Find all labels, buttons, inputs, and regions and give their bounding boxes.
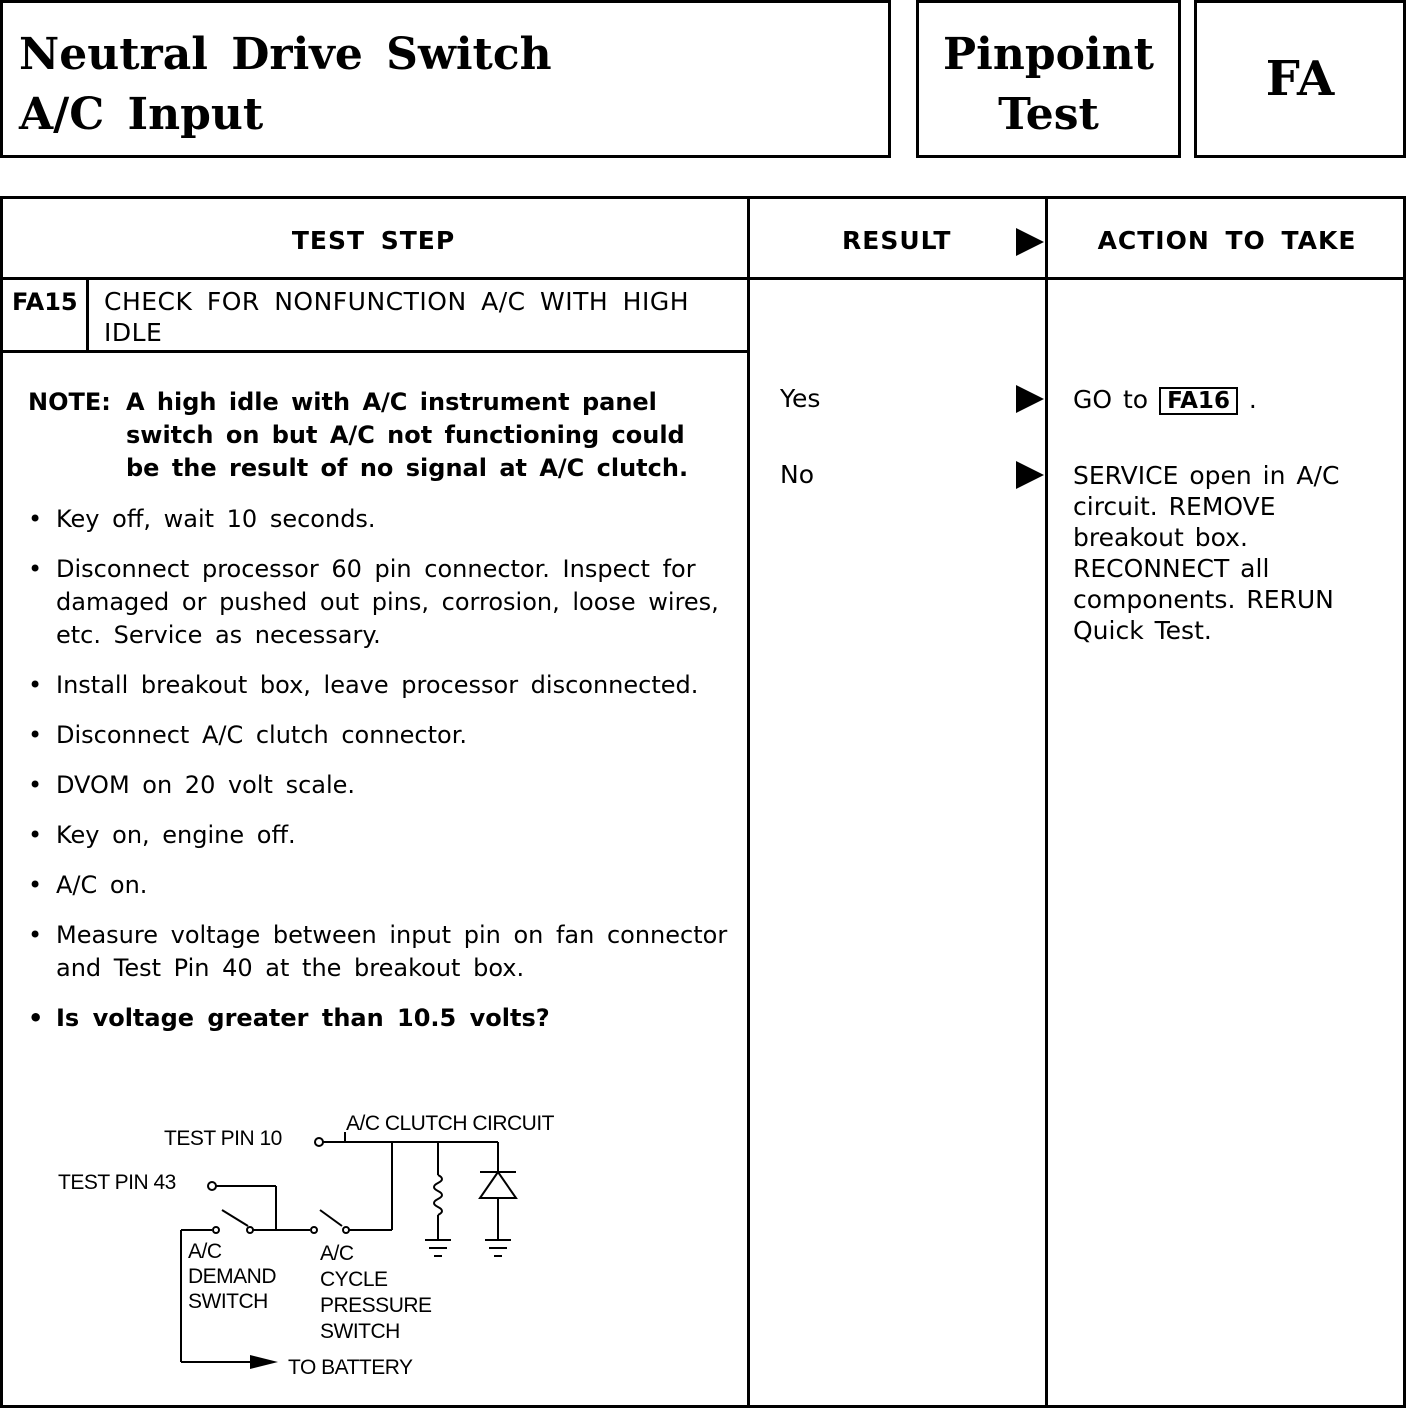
result-no-arrow-icon: [1016, 461, 1044, 489]
action-yes: GO to FA16 .: [1073, 385, 1257, 414]
action-no: SERVICE open in A/C circuit. REMOVE breakout box. RECONNECT all components. RERUN Quick Test.: [1073, 461, 1340, 645]
svg-text:CYCLE: CYCLE: [320, 1268, 388, 1291]
note-text: A high idle with A/C instrument panel switch on but A/C not functioning could be the result of no signal at A/C clutch.: [126, 388, 689, 482]
svg-text:SWITCH: SWITCH: [188, 1290, 268, 1313]
list-item: • Install breakout box, leave processor disconnected.: [28, 669, 728, 702]
label-to-battery: TO BATTERY: [288, 1356, 413, 1379]
step-header-divider: [0, 350, 750, 353]
test-type-label: Pinpoint Test: [943, 29, 1154, 140]
header-row-divider: [0, 277, 1406, 280]
title-box: [0, 0, 891, 158]
note-label: NOTE:: [28, 388, 111, 416]
label-test-pin-10: TEST PIN 10: [164, 1127, 282, 1150]
step-reference-fa16[interactable]: FA16: [1159, 387, 1238, 415]
step-id-divider: [86, 277, 89, 353]
result-yes: Yes: [780, 384, 821, 413]
result-header-arrow-icon: [1016, 228, 1044, 256]
svg-text:SWITCH: SWITCH: [320, 1320, 400, 1343]
col-divider-result: [747, 196, 750, 1408]
list-item: • Measure voltage between input pin on fan connector and Test Pin 40 at the breakout box.: [28, 919, 728, 985]
column-header-result: RESULT: [842, 226, 952, 255]
list-item: • Key off, wait 10 seconds.: [28, 503, 728, 536]
list-item: • Disconnect A/C clutch connector.: [28, 719, 728, 752]
procedure-steps: [28, 503, 728, 1052]
section-code: FA: [1265, 51, 1335, 107]
label-test-pin-43: TEST PIN 43: [58, 1171, 176, 1194]
step-title: CHECK FOR NONFUNCTION A/C WITH HIGH IDLE: [104, 287, 689, 347]
section-code-box: [1194, 0, 1406, 158]
svg-text:DEMAND: DEMAND: [188, 1265, 277, 1288]
col-divider-action: [1045, 196, 1048, 1408]
page-title: Neutral Drive Switch A/C Input: [19, 29, 552, 140]
svg-text:A/C: A/C: [320, 1242, 354, 1265]
list-item: • Disconnect processor 60 pin connector. Inspect for damaged or pushed out pins, corrosion, loose wires, etc. Service as necessary.: [28, 553, 728, 652]
svg-text:PRESSURE: PRESSURE: [320, 1294, 432, 1317]
test-type-box: [916, 0, 1181, 158]
question-item: • Is voltage greater than 10.5 volts?: [28, 1002, 728, 1035]
column-header-action: ACTION TO TAKE: [1097, 226, 1357, 255]
svg-text:A/C: A/C: [188, 1240, 222, 1263]
label-clutch-circuit: A/C CLUTCH CIRCUIT: [346, 1112, 555, 1135]
list-item: • Key on, engine off.: [28, 819, 728, 852]
result-no: No: [780, 460, 814, 489]
result-yes-arrow-icon: [1016, 385, 1044, 413]
column-header-test-step: TEST STEP: [291, 226, 456, 255]
step-id: FA15: [12, 288, 78, 316]
list-item: • A/C on.: [28, 869, 728, 902]
list-item: • DVOM on 20 volt scale.: [28, 769, 728, 802]
circuit-diagram: [40, 1100, 660, 1400]
